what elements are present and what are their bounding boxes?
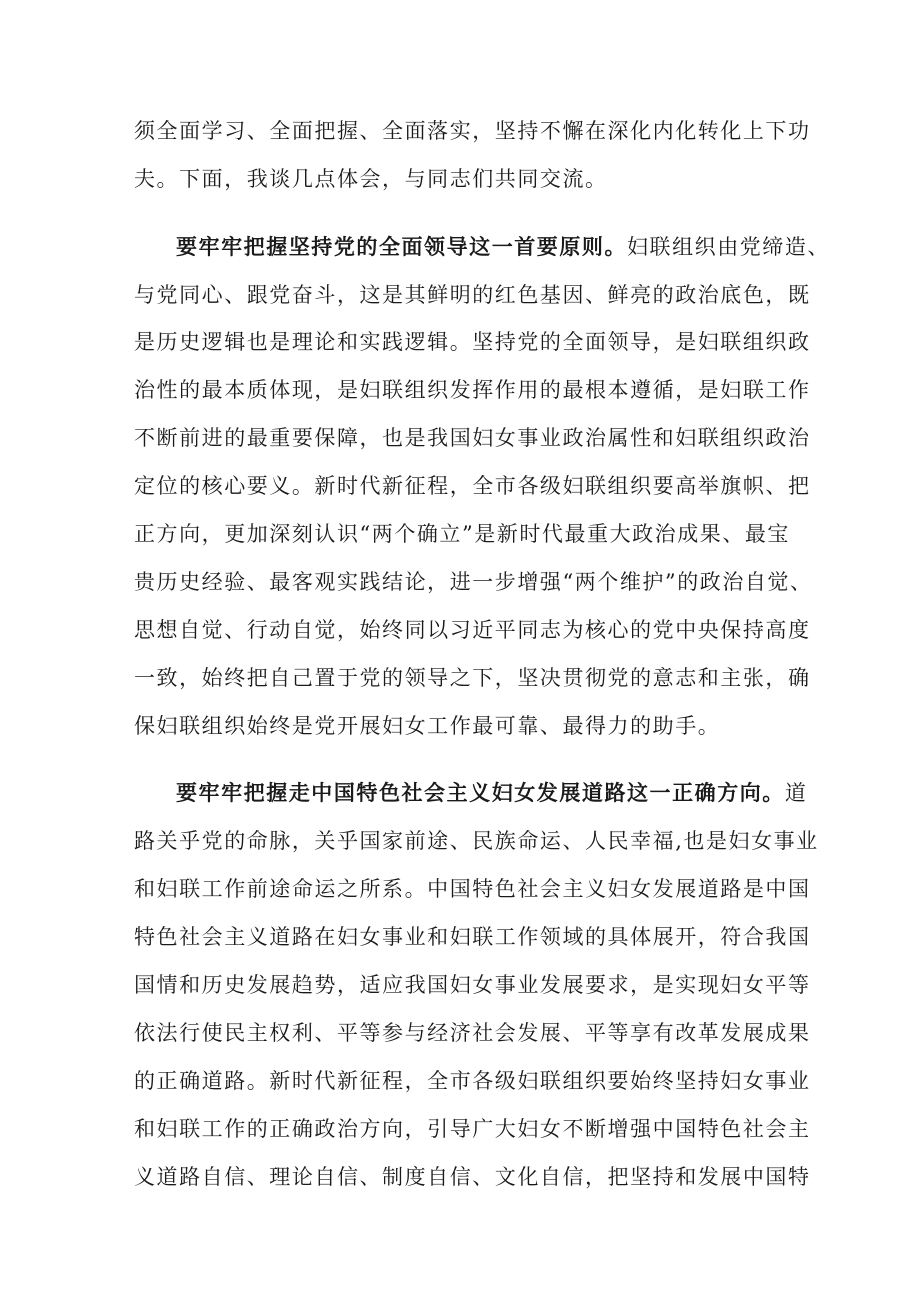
- text-line: [134, 521, 790, 547]
- text-line: [134, 1068, 811, 1094]
- line-text: 妇联组织由党缔造、: [627, 235, 830, 259]
- bold-lead: 要牢牢把握走中国特色社会主义妇女发展道路这一正确方向。: [176, 780, 785, 805]
- line-text: 和妇联工作的正确政治方向，引导广大妇女不断增强中国特色社会主: [134, 1117, 811, 1141]
- text-line: [134, 828, 819, 854]
- text-line: [134, 473, 811, 499]
- line-text: 国情和历史发展趋势，适应我国妇女事业发展要求，是实现妇女平等: [134, 973, 811, 997]
- text-line: [134, 282, 811, 308]
- line-text: 路关乎党的命脉，关乎国家前途、民族命运、人民幸福,也是妇女事业: [134, 829, 819, 853]
- line-text: 贵历史经验、最客观实践结论，进一步增强“两个维护”的政治自觉、: [134, 570, 813, 594]
- line-text: 道: [784, 781, 808, 805]
- line-text: 与党同心、跟党奋斗，这是其鲜明的红色基因、鲜亮的政治底色，既: [134, 283, 811, 307]
- line-text: 不断前进的最重要保障，也是我国妇女事业政治属性和妇联组织政治: [134, 426, 811, 450]
- text-line: [134, 617, 811, 643]
- line-text: 思想自觉、行动自觉，始终同以习近平同志为核心的党中央保持高度: [134, 618, 811, 642]
- bold-lead: 要牢牢把握坚持党的全面领导这一首要原则。: [176, 234, 627, 259]
- text-line: [134, 1116, 811, 1142]
- text-line: [134, 972, 811, 998]
- text-line: [134, 569, 813, 595]
- paragraph-first-line: [176, 780, 807, 806]
- line-text: 治性的最本质体现，是妇联组织发挥作用的最根本遵循，是妇联工作: [134, 378, 811, 402]
- text-line: [134, 713, 720, 739]
- line-text: 一致，始终把自己置于党的领导之下，坚决贯彻党的意志和主张，确: [134, 666, 811, 690]
- line-text: 依法行使民主权利、平等参与经济社会发展、平等享有改革发展成果: [134, 1021, 811, 1045]
- line-text: 夫。下面，我谈几点体会，与同志们共同交流。: [134, 167, 608, 191]
- line-text: 特色社会主义道路在妇女事业和妇联工作领域的具体展开，符合我国: [134, 925, 811, 949]
- line-text: 须全面学习、全面把握、全面落实，坚持不懈在深化内化转化上下功: [134, 119, 811, 143]
- paragraph-first-line: [176, 234, 830, 260]
- line-text: 保妇联组织始终是党开展妇女工作最可靠、最得力的助手。: [134, 714, 721, 738]
- line-text: 的正确道路。新时代新征程，全市各级妇联组织要始终坚持妇女事业: [134, 1069, 811, 1093]
- line-text: 定位的核心要义。新时代新征程，全市各级妇联组织要高举旗帜、把: [134, 474, 811, 498]
- text-line: [134, 425, 811, 451]
- line-text: 义道路自信、理论自信、制度自信、文化自信，把坚持和发展中国特: [134, 1165, 811, 1189]
- line-text: 正方向，更加深刻认识“两个确立”是新时代最重大政治成果、最宝: [134, 522, 790, 546]
- text-line: [134, 329, 811, 355]
- text-line: [134, 1164, 811, 1190]
- text-line: [134, 665, 811, 691]
- text-line: [134, 377, 811, 403]
- line-text: 是历史逻辑也是理论和实践逻辑。坚持党的全面领导，是妇联组织政: [134, 330, 811, 354]
- text-line: [134, 118, 811, 144]
- text-line: [134, 924, 811, 950]
- line-text: 和妇联工作前途命运之所系。中国特色社会主义妇女发展道路是中国: [134, 877, 811, 901]
- text-line: [134, 1020, 811, 1046]
- text-line: [134, 876, 811, 902]
- text-line: [134, 166, 608, 192]
